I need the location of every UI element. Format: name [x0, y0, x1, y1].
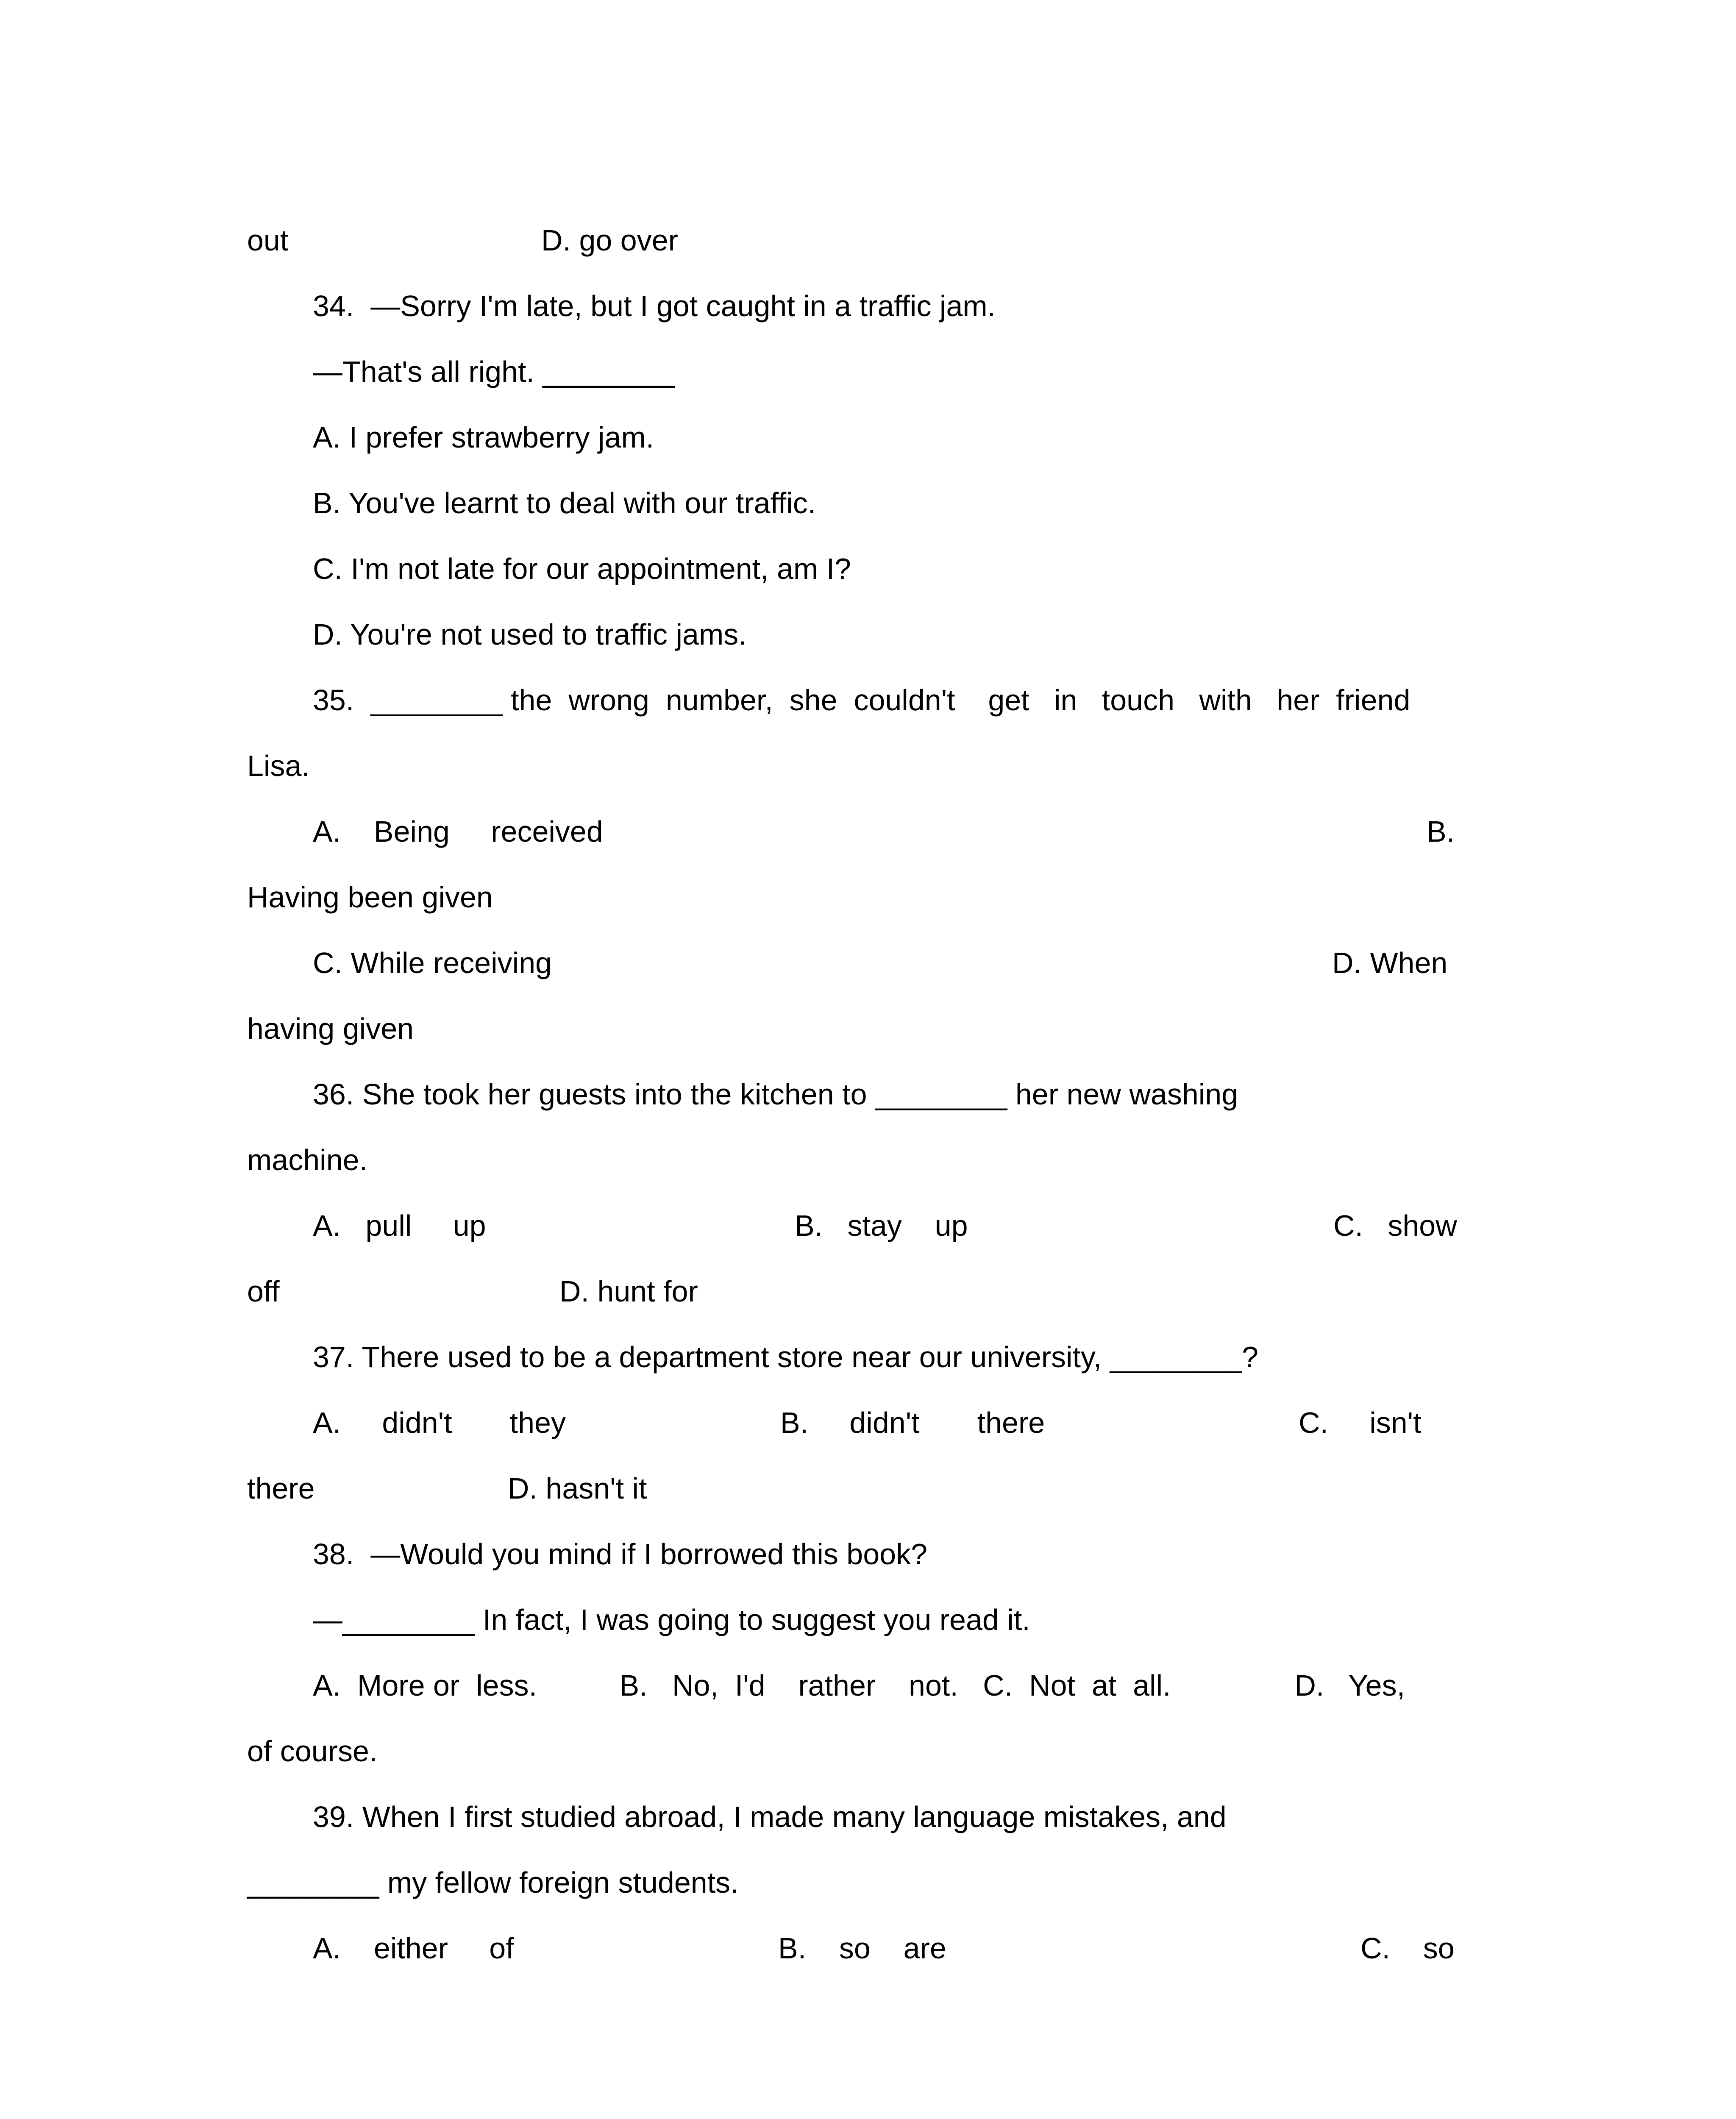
question-34-option-c: C. I'm not late for our appointment, am I? — [313, 552, 851, 585]
question-36-option-d: D. hunt for — [559, 1275, 698, 1308]
question-36-continuation: machine. — [247, 1143, 368, 1176]
question-34-option-d: D. You're not used to traffic jams. — [313, 618, 747, 651]
question-37-option-c-continuation: there — [247, 1472, 315, 1505]
question-37-option-a: A. didn't they — [313, 1406, 566, 1439]
question-39-option-a: A. either of — [313, 1932, 514, 1965]
question-35-option-b-continuation: Having been given — [247, 881, 493, 914]
text-line: out — [247, 224, 289, 257]
question-37-option-d: D. hasn't it — [508, 1472, 647, 1505]
question-37-option-c: C. isn't — [1299, 1406, 1422, 1439]
question-35-option-a: A. Being received — [313, 815, 603, 848]
question-38-stem: 38. —Would you mind if I borrowed this book? — [313, 1538, 928, 1571]
question-36-option-b: B. stay up — [795, 1209, 968, 1242]
question-38-reply: —________ In fact, I was going to suggest you read it. — [313, 1603, 1030, 1636]
question-36-stem: 36. She took her guests into the kitchen to ________ her new washing — [313, 1078, 1238, 1111]
question-36-option-c-continuation: off — [247, 1275, 280, 1308]
question-38-options: A. More or less. B. No, I'd rather not. C. Not at all. D. Yes, — [313, 1669, 1405, 1702]
question-35-option-c: C. While receiving — [313, 946, 552, 979]
question-36-option-a: A. pull up — [313, 1209, 486, 1242]
question-35-stem: 35. ________ the wrong number, she couldn't get in touch with her friend — [313, 684, 1410, 717]
question-35-continuation: Lisa. — [247, 749, 310, 782]
question-35-option-b: B. — [1427, 815, 1455, 848]
question-34-option-b: B. You've learnt to deal with our traffic. — [313, 487, 816, 520]
question-36-option-c: C. show — [1333, 1209, 1457, 1242]
question-39-option-b: B. so are — [778, 1932, 946, 1965]
question-38-continuation: of course. — [247, 1735, 378, 1768]
question-39-continuation: ________ my fellow foreign students. — [247, 1866, 739, 1899]
question-35-option-d-continuation: having given — [247, 1012, 414, 1045]
question-37-option-b: B. didn't there — [780, 1406, 1045, 1439]
question-39-stem: 39. When I first studied abroad, I made many language mistakes, and — [313, 1800, 1227, 1833]
question-39-option-c: C. so — [1360, 1932, 1455, 1965]
question-37-stem: 37. There used to be a department store near our university, ________? — [313, 1340, 1259, 1374]
question-34-reply: —That's all right. ________ — [313, 355, 675, 388]
option-d: D. go over — [541, 224, 678, 257]
question-34-stem: 34. —Sorry I'm late, but I got caught in a traffic jam. — [313, 289, 996, 323]
question-35-option-d: D. When — [1332, 946, 1448, 979]
question-34-option-a: A. I prefer strawberry jam. — [313, 421, 654, 454]
